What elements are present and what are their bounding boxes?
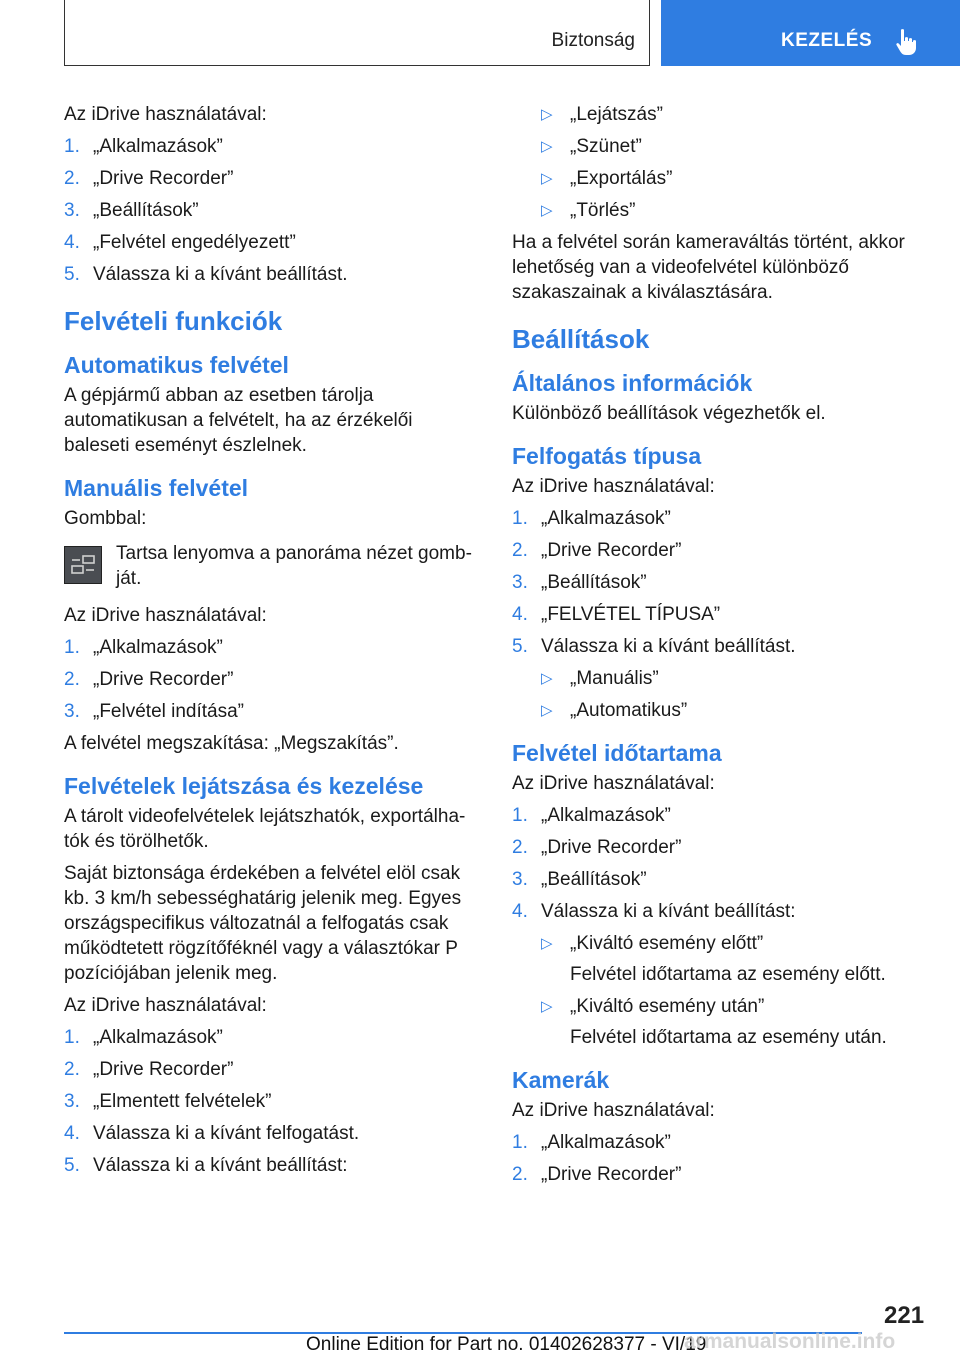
panorama-button-text: Tartsa lenyomva a panoráma nézet gombját.	[116, 543, 472, 589]
steps-list-5	[512, 803, 926, 924]
list-item: ▷ „Exportálás”	[541, 168, 673, 189]
playback-idrive-intro: Az iDrive használatával:	[64, 995, 267, 1016]
list-item: 5. Válassza ki a kívánt beállítást.	[64, 264, 348, 285]
stop-recording-text: A felvétel megszakítása: „Megszakítás”.	[64, 733, 399, 754]
heading-recording-functions: Felvételi funkciók	[64, 306, 283, 336]
list-item: 2. „Drive Recorder”	[512, 837, 682, 858]
list-item: 2. „Drive Recorder”	[64, 168, 234, 189]
list-item: 4. Válassza ki a kívánt felfogatást.	[64, 1123, 360, 1144]
list-item: 3. „Elmentett felvételek”	[64, 1091, 272, 1112]
list-item: ▷ „Kiváltó esemény előtt”	[541, 933, 764, 954]
list-item: 2. „Drive Recorder”	[512, 540, 682, 561]
manual-idrive-intro: Az iDrive használatával:	[64, 605, 267, 626]
steps-list-6	[512, 1130, 926, 1187]
sub-options-list-4	[541, 666, 926, 723]
panorama-button-row	[64, 541, 478, 591]
heading-automatic-recording: Automatikus felvétel	[64, 352, 289, 378]
list-item: 1. „Alkalmazások”	[64, 1027, 223, 1048]
list-item: 2. „Drive Recorder”	[64, 1059, 234, 1080]
list-item: 5. Válassza ki a kívánt beállítást.	[512, 636, 796, 657]
steps-list-3	[64, 1025, 478, 1178]
triangle-bullet-icon: ▷	[541, 170, 553, 187]
list-item: 4. „Felvétel engedélyezett”	[64, 232, 296, 253]
header-section-title: Biztonság	[551, 30, 635, 51]
footer-edition: Online Edition for Part no. 01402628377 - VI/19	[306, 1334, 707, 1355]
triangle-bullet-icon: ▷	[541, 106, 553, 123]
automatic-recording-text: A gépjármű abban az esetben tárolja automatikusan a felvételt, ha az érzékelői baleseti eseményt észlelnek.	[64, 385, 413, 456]
list-item: 2. „Drive Recorder”	[64, 669, 234, 690]
list-item: 3. „Beállítások”	[512, 869, 647, 890]
watermark: armanualsonline.info	[684, 1330, 896, 1353]
page-number: 221	[884, 1302, 925, 1329]
sub-options-list-5b	[541, 994, 926, 1019]
heading-recording-type: Felfogatás típusa	[512, 443, 702, 469]
heading-settings: Beállítások	[512, 324, 650, 354]
list-item: ▷ „Automatikus”	[541, 700, 688, 721]
triangle-bullet-icon: ▷	[541, 138, 553, 155]
heading-general-info: Általános információk	[512, 370, 753, 396]
idrive-intro: Az iDrive használatával:	[64, 104, 267, 125]
heading-recording-duration: Felvétel időtartama	[512, 740, 722, 766]
list-item: 1. „Alkalmazások”	[64, 637, 223, 658]
list-item: 4. „FELVÉTEL TÍPUSA”	[512, 604, 721, 625]
header-chapter-box	[661, 0, 960, 66]
heading-playback-management: Felvételek lejátszása és kezelése	[64, 773, 424, 799]
manual-by-button-label: Gombbal:	[64, 508, 147, 529]
list-item: 1. „Alkalmazások”	[64, 136, 223, 157]
steps-list-4	[512, 506, 926, 659]
steps-list-2	[64, 635, 478, 724]
list-item: ▷ „Törlés”	[541, 200, 636, 221]
header-chapter-title: KEZELÉS	[781, 30, 873, 51]
list-item: 3. „Felvétel indítása”	[64, 701, 245, 722]
list-item: 3. „Beállítások”	[512, 572, 647, 593]
triangle-bullet-icon: ▷	[541, 998, 553, 1015]
duration-idrive-intro: Az iDrive használatával:	[512, 773, 715, 794]
panorama-view-button-icon	[64, 546, 102, 584]
heading-cameras: Kamerák	[512, 1067, 610, 1093]
heading-manual-recording: Manuális felvétel	[64, 475, 249, 501]
list-item: 4. Válassza ki a kívánt beállítást:	[512, 901, 796, 922]
list-item: ▷ „Szünet”	[541, 136, 642, 157]
list-item: 1. „Alkalmazások”	[512, 805, 671, 826]
list-item: 1. „Alkalmazások”	[512, 508, 671, 529]
list-item: 1. „Alkalmazások”	[512, 1132, 671, 1153]
type-idrive-intro: Az iDrive használatával:	[512, 476, 715, 497]
list-item: ▷ „Manuális”	[541, 668, 659, 689]
right-column	[512, 102, 926, 1194]
sub-option-note-before: Felvétel időtartama az esemény előtt.	[570, 964, 886, 985]
triangle-bullet-icon: ▷	[541, 702, 553, 719]
playback-text-2: Saját biztonsága érdekében a felvétel elöl csak kb. 3 km/h sebességhatárig jelenik meg. Egyes országspecifikus változatnál a felfogatás csak működtetett rögzítőféknél vagy a választókar P pozíciójában jelenik meg.	[64, 863, 462, 984]
triangle-bullet-icon: ▷	[541, 935, 553, 952]
triangle-bullet-icon: ▷	[541, 202, 553, 219]
sub-options-list-0	[541, 102, 926, 223]
hand-pointer-icon	[895, 28, 921, 56]
triangle-bullet-icon: ▷	[541, 670, 553, 687]
camera-switch-text: Ha a felvétel során kameraváltás történt, akkor lehetőség van a videofelvétel különböző szakaszainak a kiválasztására.	[512, 232, 905, 303]
sub-options-list-5	[541, 931, 926, 956]
camera-view-icon	[69, 554, 97, 576]
playback-text-1: A tárolt videofelvételek lejátszhatók, exportálhatók és törölhetők.	[64, 806, 466, 852]
header-section-box	[64, 0, 650, 66]
cameras-idrive-intro: Az iDrive használatával:	[512, 1100, 715, 1121]
general-info-text: Különböző beállítások végezhetők el.	[512, 403, 826, 424]
sub-option-note-after: Felvétel időtartama az esemény után.	[570, 1027, 887, 1048]
list-item: 2. „Drive Recorder”	[512, 1164, 682, 1185]
list-item: 3. „Beállítások”	[64, 200, 199, 221]
list-item: ▷ „Lejátszás”	[541, 104, 663, 125]
list-item: 5. Válassza ki a kívánt beállítást:	[64, 1155, 348, 1176]
list-item: ▷ „Kiváltó esemény után”	[541, 996, 765, 1017]
steps-list-1	[64, 134, 478, 287]
left-column	[64, 102, 478, 1185]
